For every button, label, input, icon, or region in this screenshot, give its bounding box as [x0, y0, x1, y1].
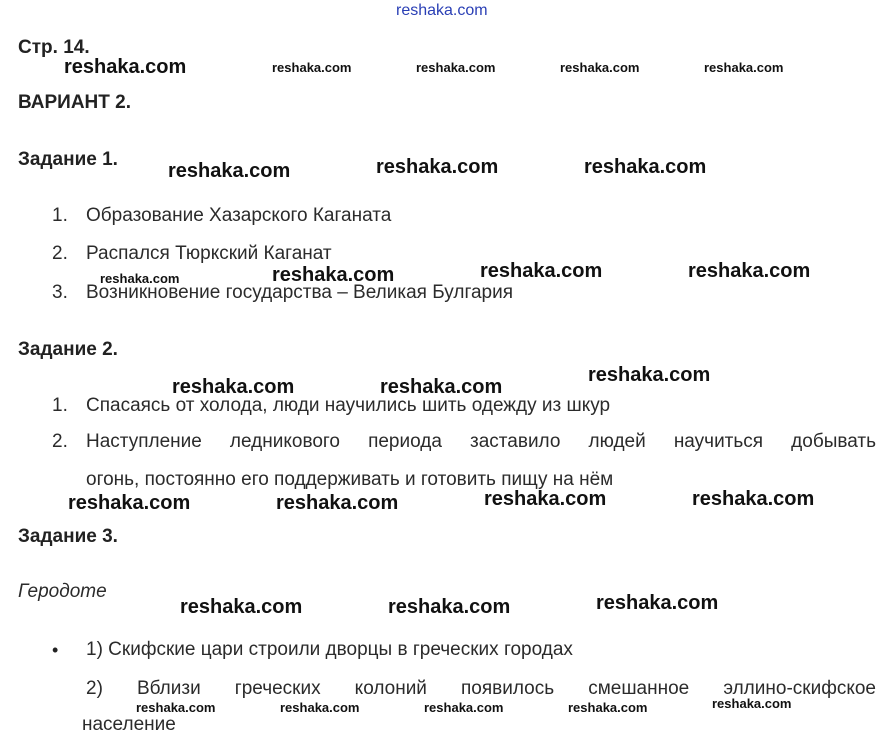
watermark: reshaka.com — [376, 156, 499, 178]
item-text: Возникновение государства – Великая Булгария — [86, 282, 513, 303]
watermark: reshaka.com — [168, 160, 291, 182]
task2-item-2-continued: огонь, постоянно его поддерживать и готовить пищу на нём — [86, 469, 614, 490]
watermark: reshaka.com — [568, 700, 648, 715]
variant-title: ВАРИАНТ 2. — [18, 92, 131, 113]
task1-title: Задание 1. — [18, 149, 118, 170]
bullet-icon: • — [52, 640, 59, 660]
item-text: Наступление ледникового периода заставило людей научиться добывать — [86, 431, 876, 452]
watermark-top: reshaka.com — [396, 2, 488, 19]
watermark: reshaka.com — [588, 364, 711, 386]
item-number: 1. — [52, 395, 68, 416]
task3-item-1: 1) Скифские цари строили дворцы в греческих городах — [86, 639, 573, 660]
watermark: reshaka.com — [424, 700, 504, 715]
task1-item-2 — [52, 243, 332, 265]
watermark: reshaka.com — [596, 592, 719, 614]
item-text: Образование Хазарского Каганата — [86, 205, 392, 226]
task2-item-2 — [52, 431, 876, 453]
watermark: reshaka.com — [704, 60, 784, 75]
task3-subtitle: Геродоте — [18, 581, 107, 602]
item-number: 2. — [52, 431, 68, 452]
watermark: reshaka.com — [272, 264, 395, 286]
watermark: reshaka.com — [416, 60, 496, 75]
watermark: reshaka.com — [136, 700, 216, 715]
watermark: reshaka.com — [280, 700, 360, 715]
watermark: reshaka.com — [380, 376, 503, 398]
watermark: reshaka.com — [480, 260, 603, 282]
watermark: reshaka.com — [484, 488, 607, 510]
watermark: reshaka.com — [68, 492, 191, 514]
item-number: 3. — [52, 282, 68, 303]
watermark: reshaka.com — [692, 488, 815, 510]
item-number: 1. — [52, 205, 68, 226]
task2-title: Задание 2. — [18, 339, 118, 360]
item-text: Распался Тюркский Каганат — [86, 243, 332, 264]
watermark: reshaka.com — [64, 56, 187, 78]
page-number: Стр. 14. — [18, 37, 90, 58]
watermark: reshaka.com — [388, 596, 511, 618]
task1-item-1 — [52, 205, 391, 227]
watermark: reshaka.com — [560, 60, 640, 75]
watermark: reshaka.com — [584, 156, 707, 178]
watermark: reshaka.com — [276, 492, 399, 514]
watermark: reshaka.com — [688, 260, 811, 282]
watermark: reshaka.com — [272, 60, 352, 75]
item-text: Спасаясь от холода, люди научились шить одежду из шкур — [86, 395, 611, 416]
task2-item-1 — [52, 395, 610, 417]
watermark: reshaka.com — [180, 596, 303, 618]
item-number: 2. — [52, 243, 68, 264]
watermark: reshaka.com — [100, 271, 180, 286]
task3-item-2: 2) Вблизи греческих колоний появилось смешанное эллино-скифское — [86, 678, 876, 699]
watermark: reshaka.com — [712, 696, 792, 711]
task3-title: Задание 3. — [18, 526, 118, 547]
watermark: reshaka.com — [172, 376, 295, 398]
task3-item-2-continued: население — [82, 714, 176, 735]
